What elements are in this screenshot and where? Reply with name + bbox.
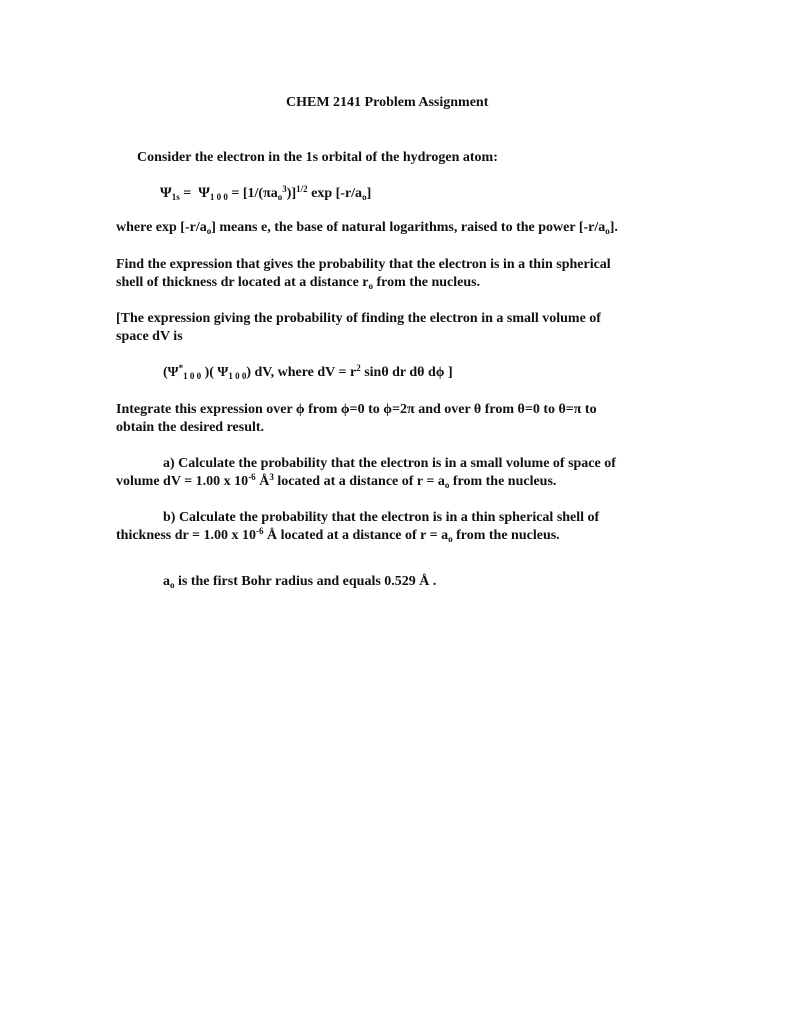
find-text-line2: shell of thickness dr located at a distance $r_o$ from the nucleus. [116,275,481,291]
intro-text: Consider the electron in the 1s orbital of the hydrogen atom: [137,150,498,165]
part-a-line1: a) Calculate the probability that the electron is in a small volume of space of [163,456,616,471]
page-title: CHEM 2141 Problem Assignment [286,95,489,110]
bracket-text-line2: space dV is [116,329,183,344]
bohr-radius-text: $a_o$ is the first Bohr radius and equals 0.529 Å . [163,574,437,590]
integrate-text-line2: obtain the desired result. [116,420,265,435]
find-text-line1: Find the expression that gives the probability that the electron is in a thin spherical [116,257,611,272]
wavefunction-equation: $\Psi_{1s} = \Psi_{1 0 0} = [1/(\pi a_o^3)]^{1/2}$ $\exp [-r/a_o]$ [160,184,372,202]
probability-expression: ($\Psi^*_{1 0 0}$ )( $\Psi_{1 0 0}$) dV, where dV = $r^2$ sinθ dr dθ dϕ ] [163,363,453,381]
where-text: where $\exp [-r/a_o]$ means e, the base of natural logarithms, raised to the power $[-r/a_o]$. [116,220,618,236]
part-b-line2: thickness dr = 1.00 x $10^{-6}$ Å located at a distance of $r = a_o$ from the nucleus. [116,526,560,544]
part-b-line1: b) Calculate the probability that the electron is in a thin spherical shell of [163,510,600,525]
part-a-line2: volume dV = 1.00 x $10^{-6}$ $Å^3$ located at a distance of $r = a_o$ from the nucleus. [116,472,557,490]
integrate-text-line1: Integrate this expression over ϕ from ϕ=0 to ϕ=2π and over θ from θ=0 to θ=π to [116,402,597,417]
bracket-text-line1: [The expression giving the probability of finding the electron in a small volume of [116,311,601,326]
